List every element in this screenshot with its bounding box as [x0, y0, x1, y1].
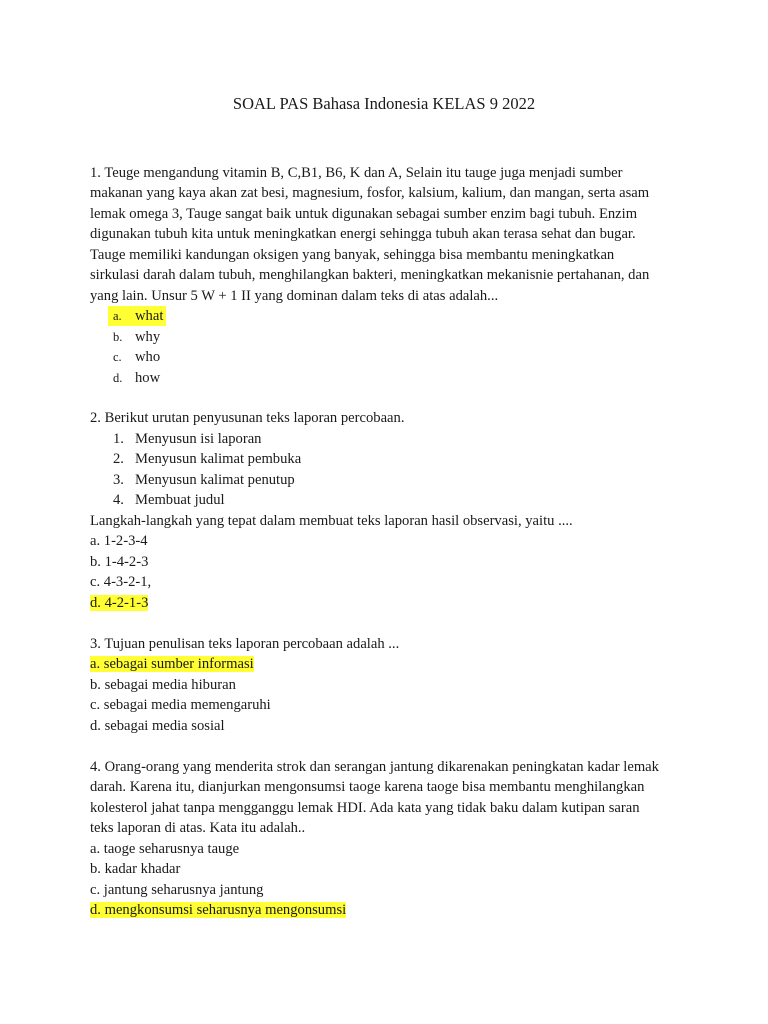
q1-text-line: Tauge memiliki kandungan oksigen yang banyak, sehingga bisa membantu meningkatkan: [90, 247, 615, 263]
option-marker: d.: [113, 371, 123, 385]
option-marker: c.: [113, 350, 122, 364]
q1-text-line: sirkulasi darah dalam tubuh, menghilangkan bakteri, meningkatkan mekanisnie pertahanan, dan: [90, 267, 650, 283]
q2-option-a: a. 1-2-3-4: [90, 533, 148, 549]
q3-option-b: b. sebagai media hiburan: [90, 677, 236, 693]
q1-text-line: makanan yang kaya akan zat besi, magnesium, fosfor, kalsium, kalium, dan mangan, serta asam: [90, 185, 650, 201]
q1-text-line: 1. Teuge mengandung vitamin B, C,B1, B6, K dan A, Selain itu tauge juga menjadi sumber: [90, 165, 623, 181]
option-marker: b.: [113, 330, 123, 344]
step-number: 1.: [113, 431, 124, 447]
option-text: why: [135, 329, 161, 345]
option-marker: a.: [113, 309, 122, 323]
q1-text-line: lemak omega 3, Tauge sangat baik untuk digunakan sebagai sumber enzim bagi tubuh. Enzim: [90, 206, 638, 222]
step-text: Menyusun kalimat pembuka: [135, 451, 302, 467]
step-text: Membuat judul: [135, 492, 225, 508]
q4-text-line: kolesterol jahat tanpa mengganggu lemak HDI. Ada kata yang tidak baku dalam kutipan saran: [90, 800, 640, 816]
q1-text-line: digunakan tubuh kita untuk meningkatkan energi sehingga tubuh akan terasa sehat dan bugar.: [90, 226, 636, 242]
document-title: SOAL PAS Bahasa Indonesia KELAS 9 2022: [232, 94, 536, 113]
q4-option-b: b. kadar khadar: [90, 861, 181, 877]
step-text: Menyusun isi laporan: [135, 431, 262, 447]
step-number: 2.: [113, 451, 124, 467]
answer-highlight: d. mengkonsumsi seharusnya mengonsumsi: [90, 902, 347, 918]
q2-intro: 2. Berikut urutan penyusunan teks laporan percobaan.: [90, 410, 405, 426]
q3-option-c: c. sebagai media memengaruhi: [90, 697, 271, 713]
step-number: 4.: [113, 492, 124, 508]
option-text: who: [135, 349, 161, 365]
q2-option-b: b. 1-4-2-3: [90, 554, 149, 570]
step-text: Menyusun kalimat penutup: [135, 472, 295, 488]
q2-option-c: c. 4-3-2-1,: [90, 574, 152, 590]
q4-option-a: a. taoge seharusnya tauge: [90, 841, 240, 857]
q2-question: Langkah-langkah yang tepat dalam membuat teks laporan hasil observasi, yaitu ....: [90, 513, 573, 529]
q3-option-d: d. sebagai media sosial: [90, 718, 225, 734]
q4-text-line: darah. Karena itu, dianjurkan mengonsumsi taoge karena taoge bisa membantu menghilangkan: [90, 779, 645, 795]
q3-option-a: [90, 654, 254, 674]
option-text: how: [135, 370, 161, 386]
step-number: 3.: [113, 472, 124, 488]
q4-option-c: c. jantung seharusnya jantung: [90, 882, 264, 898]
q4-text-line: teks laporan di atas. Kata itu adalah..: [90, 820, 306, 836]
q3-question: 3. Tujuan penulisan teks laporan percobaan adalah ...: [90, 636, 400, 652]
q4-text-line: 4. Orang-orang yang menderita strok dan serangan jantung dikarenakan peningkatan kadar lemak: [90, 759, 659, 775]
q1-text-line: yang lain. Unsur 5 W + 1 II yang dominan dalam teks di atas adalah...: [90, 288, 499, 304]
q4-option-d: [90, 900, 346, 920]
option-text: what: [135, 308, 164, 324]
answer-highlight: d. 4-2-1-3: [90, 595, 149, 611]
q2-option-d: [90, 593, 148, 613]
answer-highlight: a. sebagai sumber informasi: [90, 656, 254, 672]
